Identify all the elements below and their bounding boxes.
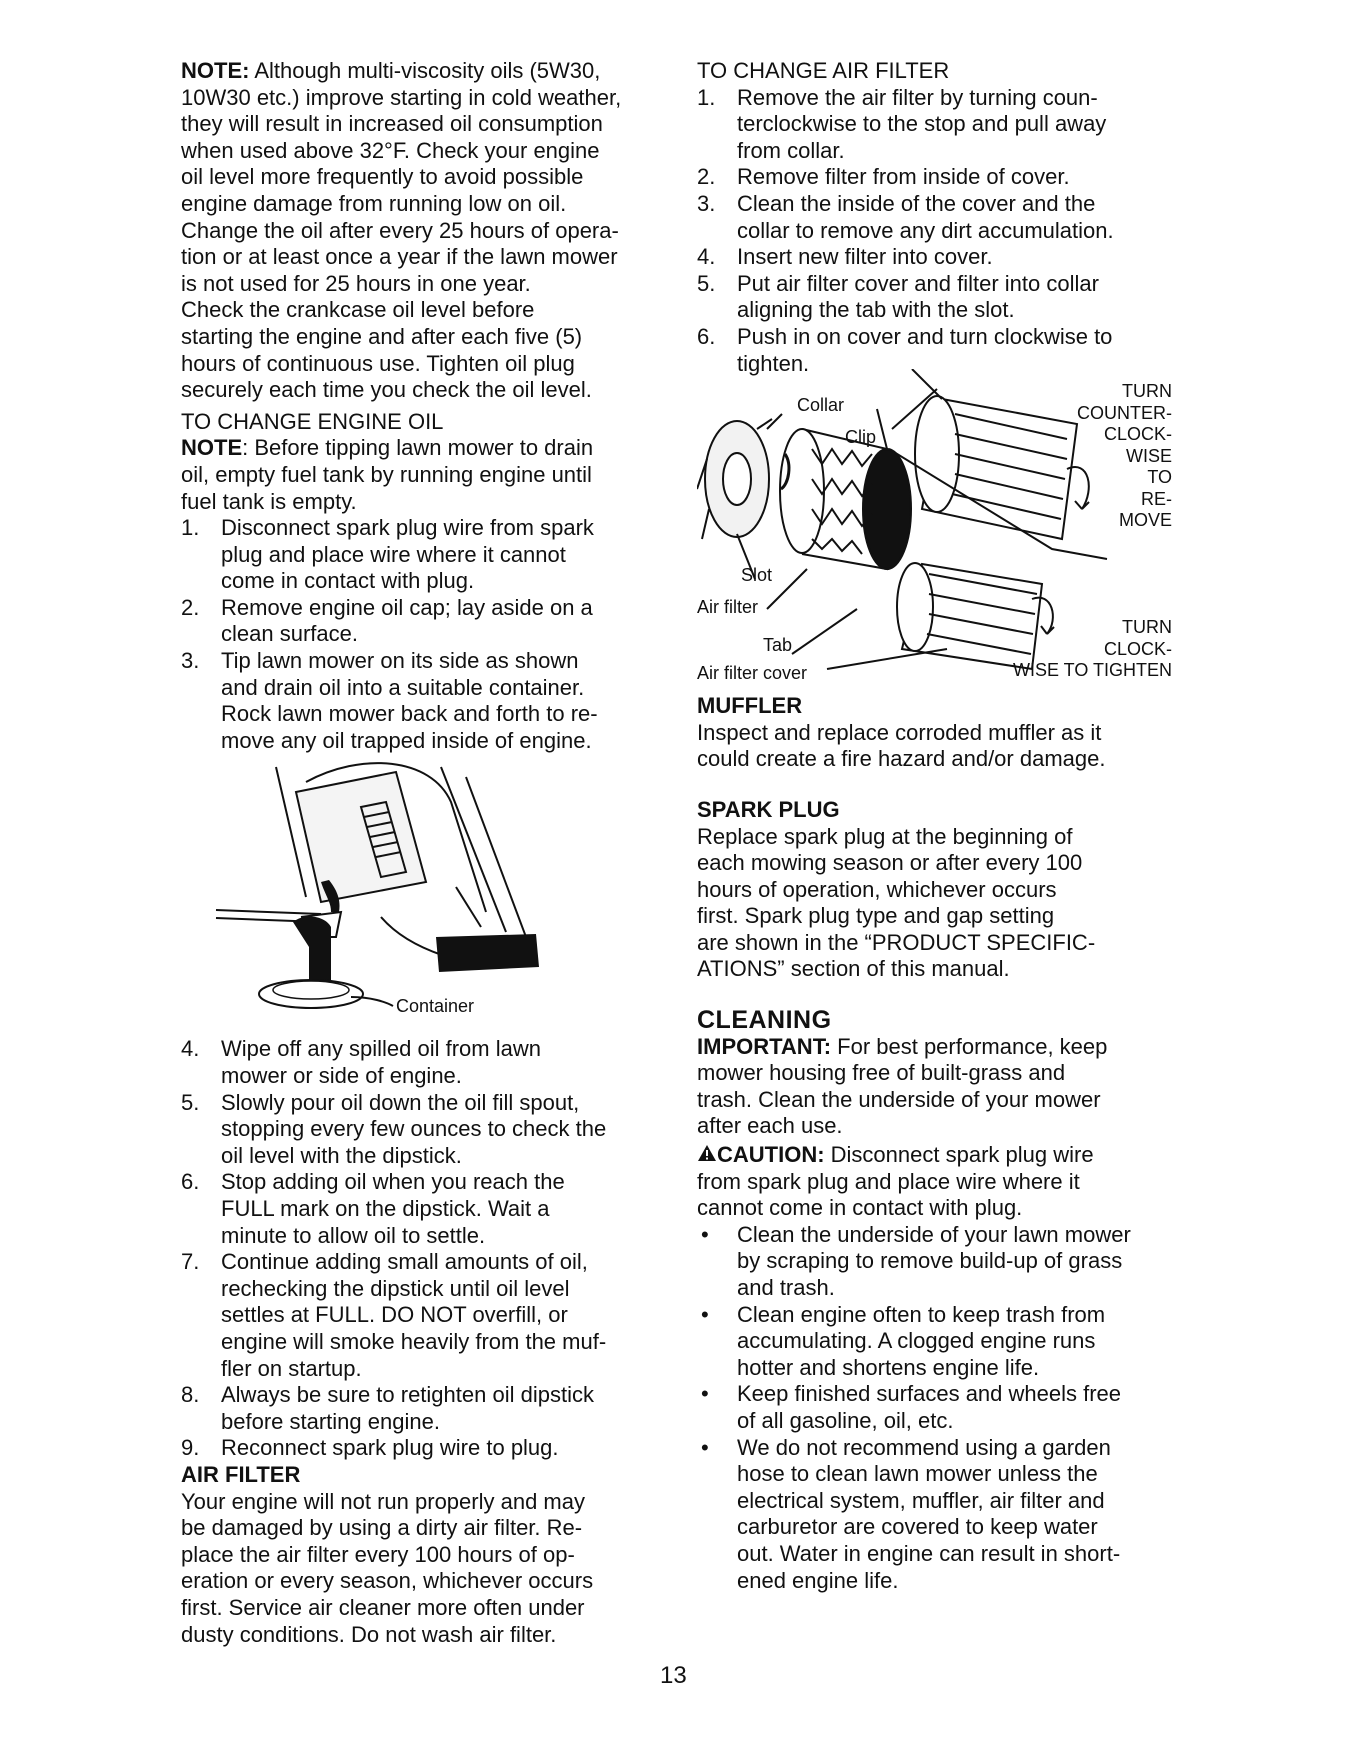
- important-label: IMPORTANT:: [697, 1033, 832, 1059]
- list-item: 5. Slowly pour oil down the oil fill spout, stopping every few ounces to check the oil level with the dipstick.: [181, 1089, 607, 1168]
- bullet-icon: •: [701, 1381, 709, 1407]
- oil-steps-list-continued: [181, 1036, 671, 1462]
- list-item: 7. Continue adding small amounts of oil, rechecking the dipstick until oil level settles at FULL. DO NOT overfill, or engine will smoke heavily from the muf- fler on startup.: [181, 1249, 607, 1381]
- bullet-icon: •: [701, 1434, 709, 1460]
- heading-cleaning: CLEANING: [697, 1006, 832, 1035]
- heading-change-air-filter: TO CHANGE AIR FILTER: [697, 58, 950, 83]
- air-filter-steps-list: [697, 85, 1172, 378]
- list-item: • We do not recommend using a garden hose to clean lawn mower unless the electrical system, muffler, air filter and carburetor are covered to keep water out. Water in engine can result in short- ened engine life.: [701, 1434, 1121, 1593]
- bullet-icon: •: [701, 1301, 709, 1327]
- list-item: 4. Wipe off any spilled oil from lawn mower or side of engine.: [181, 1036, 541, 1089]
- note-label: NOTE:: [181, 58, 250, 83]
- list-item: 3. Tip lawn mower on its side as shown and drain oil into a suitable container. Rock lawn mower back and forth to re- move any oil trapped inside of engine.: [181, 648, 598, 753]
- container-label: Container: [396, 996, 475, 1017]
- list-item: 1. Remove the air filter by turning coun- terclockwise to the stop and pull away from collar.: [697, 84, 1107, 163]
- list-item: 5. Put air filter cover and filter into collar aligning the tab with the slot.: [697, 270, 1099, 323]
- air-filter-label: Air filter: [697, 597, 759, 618]
- oil-drain-illustration: [181, 762, 671, 1020]
- list-item: • Clean engine often to keep trash from accumulating. A clogged engine runs hotter and shortens engine life.: [701, 1301, 1106, 1380]
- oil-steps-list: [181, 515, 671, 754]
- bullet-icon: •: [701, 1221, 709, 1247]
- list-item: • Clean the underside of your lawn mower by scraping to remove build-up of grass and trash.: [701, 1221, 1131, 1300]
- slot-label: Slot: [741, 565, 773, 586]
- mower-tipped-image: [181, 762, 671, 1020]
- page-number: 13: [660, 1662, 687, 1689]
- important-paragraph: IMPORTANT: For best performance, keep mower housing free of built-grass and trash. Clean the underside of your mower after each use.: [697, 1033, 1108, 1139]
- air-filter-paragraph: Your engine will not run properly and may be damaged by using a dirty air filter. Re- place the air filter every 100 hours of op- eration or every season, whichever occurs first. Service air cleaner more often under dusty conditions. Do not wash air filter.: [181, 1488, 594, 1647]
- heading-change-engine-oil: TO CHANGE ENGINE OIL: [181, 408, 444, 434]
- heading-muffler: MUFFLER: [697, 693, 803, 719]
- list-item: 1. Disconnect spark plug wire from spark plug and place wire where it cannot come in contact with plug.: [181, 515, 594, 594]
- list-item: 6. Push in on cover and turn clockwise to tighten.: [697, 323, 1113, 376]
- note-oil-viscosity: NOTE: Although multi-viscosity oils (5W30, 10W30 etc.) improve starting in cold weather, they will result in increased oil consumption when used above 32°F. Check your engine oil level more frequently to avoid possible engine damage from running low on oil. Change the oil after every 25 hours of opera- tion or at least once a year if the lawn mower is not used for 25 hours in one year. Check the crankcase oil level before starting the engine and after each five (5) hours of continuous use. Tighten oil plug securely each time you check the oil level.: [181, 58, 622, 403]
- right-column: [697, 58, 1172, 1594]
- muffler-paragraph: Inspect and replace corroded muffler as it could create a fire hazard and/or damage.: [697, 719, 1106, 772]
- list-item: 2. Remove filter from inside of cover.: [697, 164, 1070, 190]
- list-item: 8. Always be sure to retighten oil dipstick before starting engine.: [181, 1382, 594, 1434]
- list-item: 2. Remove engine oil cap; lay aside on a clean surface.: [181, 594, 593, 647]
- list-item: 6. Stop adding oil when you reach the FULL mark on the dipstick. Wait a minute to allow oil to settle.: [181, 1169, 565, 1248]
- cleaning-bullet-list: [697, 1222, 1172, 1594]
- collar-label: Collar: [797, 395, 845, 416]
- list-item: 3. Clean the inside of the cover and the collar to remove any dirt accumulation.: [697, 190, 1114, 243]
- turn-counterclockwise-label: TURN COUNTER- CLOCK- WISE TO RE- MOVE: [1077, 381, 1172, 531]
- air-filter-cover-label: Air filter cover: [697, 663, 808, 684]
- caution-paragraph: CAUTION: Disconnect spark plug wire from spark plug and place wire where it cannot come in contact with plug.: [697, 1142, 1094, 1221]
- left-column: [181, 58, 671, 1648]
- turn-clockwise-label: TURN CLOCK- WISE TO TIGHTEN: [1012, 617, 1172, 681]
- warning-triangle-icon: [697, 1142, 717, 1169]
- spark-plug-paragraph: Replace spark plug at the beginning of each mowing season or after every 100 hours of operation, whichever occurs first. Spark plug type and gap setting are shown in the “PRODUCT SPECIFIC- ATIONS” section of this manual.: [697, 823, 1096, 982]
- clip-label: Clip: [845, 427, 877, 448]
- caution-label: CAUTION:: [717, 1142, 825, 1168]
- heading-spark-plug: SPARK PLUG: [697, 796, 840, 822]
- list-item: • Keep finished surfaces and wheels free of all gasoline, oil, etc.: [701, 1381, 1122, 1433]
- tab-label: Tab: [763, 635, 793, 656]
- list-item: 9. Reconnect spark plug wire to plug.: [181, 1435, 559, 1461]
- note-drain-fuel: NOTE: Before tipping lawn mower to drain oil, empty fuel tank by running engine until fuel tank is empty.: [181, 435, 594, 514]
- air-filter-illustration: [697, 369, 1172, 687]
- list-item: 4. Insert new filter into cover.: [697, 244, 993, 270]
- heading-air-filter: AIR FILTER: [181, 1461, 301, 1487]
- note-label: NOTE: [181, 435, 243, 461]
